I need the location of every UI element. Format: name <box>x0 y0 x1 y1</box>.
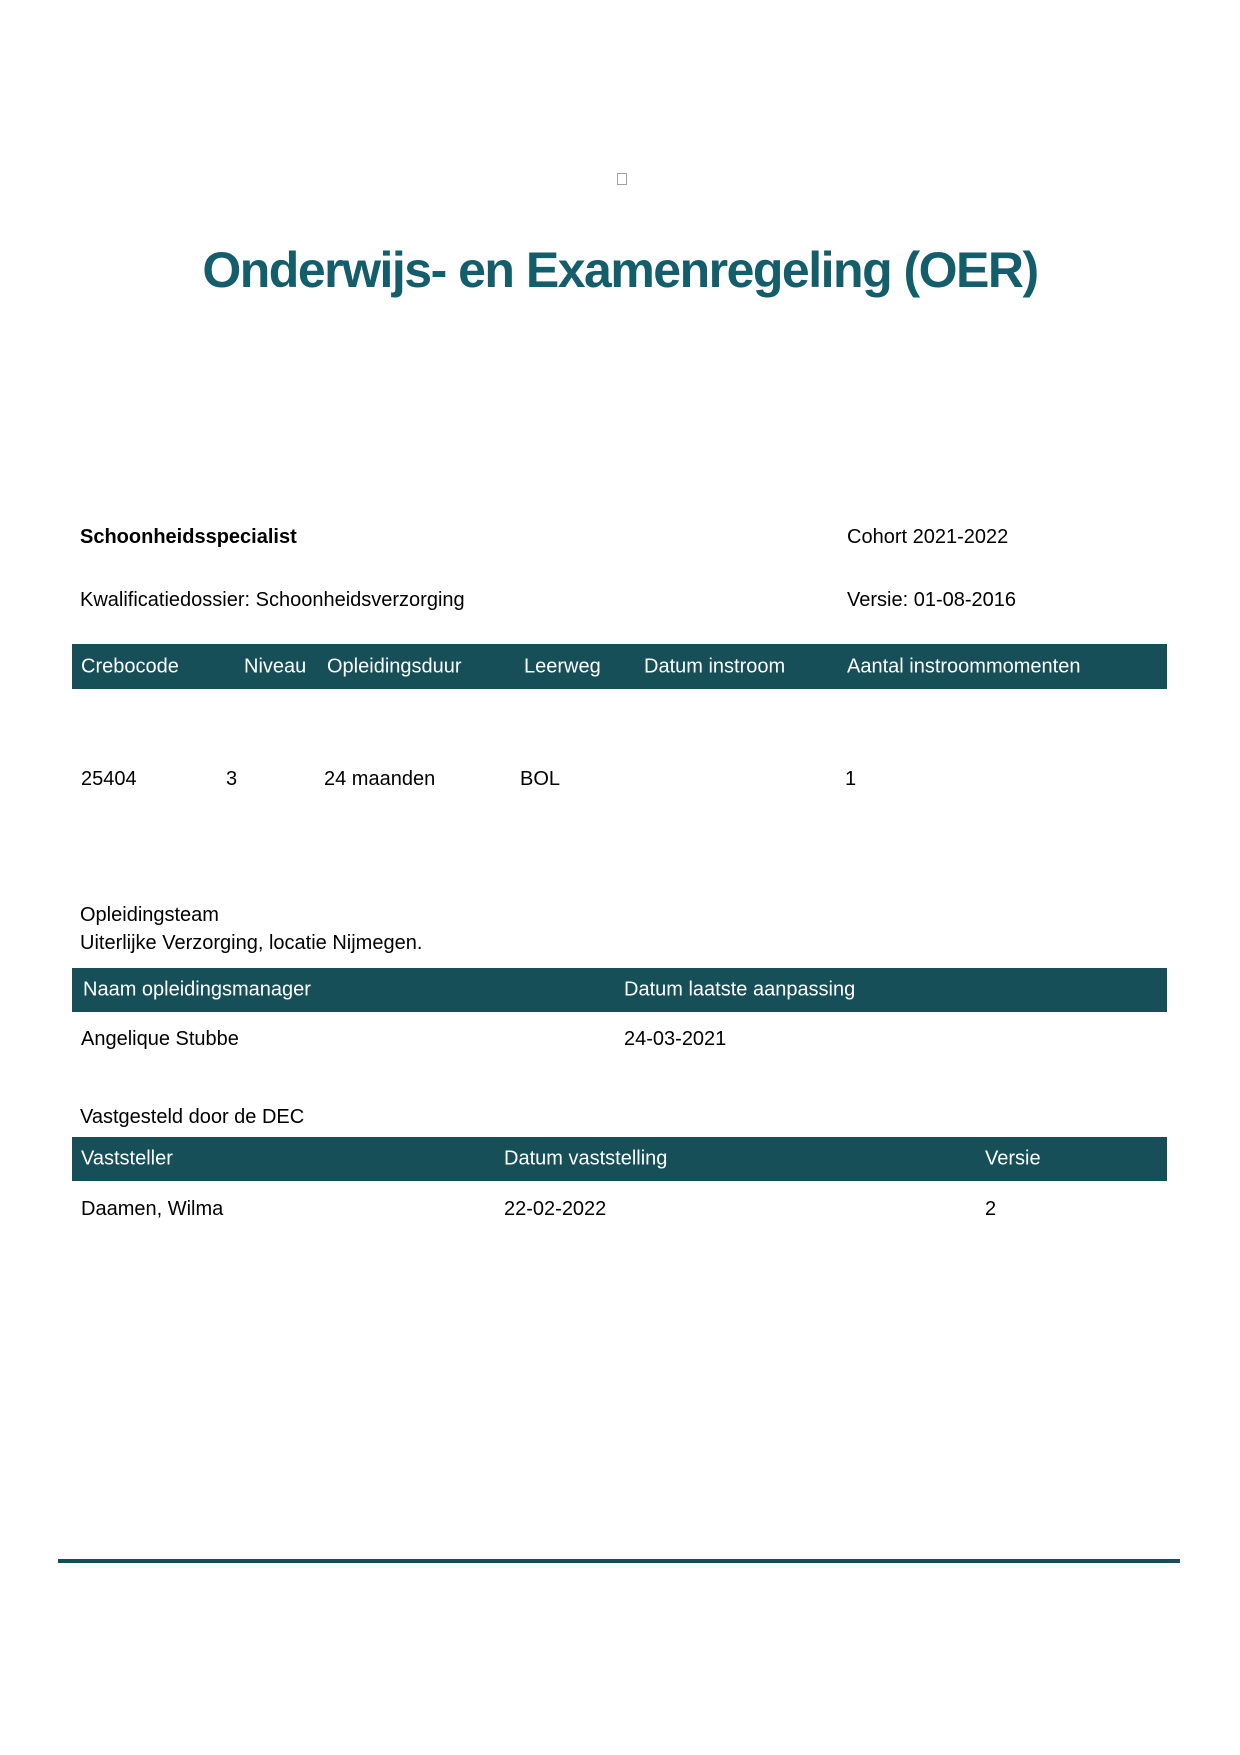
cell-leerweg: BOL <box>520 768 561 790</box>
col-header-crebocode: Crebocode <box>81 655 179 677</box>
col-header-instroommomenten: Aantal instroommomenten <box>847 655 1081 677</box>
opleidingsteam-block <box>80 901 422 957</box>
opleidingsteam-line1: Opleidingsteam <box>80 904 219 926</box>
dec-table-header <box>72 1137 1167 1181</box>
broken-image-icon <box>617 173 627 185</box>
cell-crebocode: 25404 <box>81 768 137 790</box>
col-header-versie: Versie <box>985 1147 1041 1170</box>
col-header-vaststeller: Vaststeller <box>81 1147 173 1170</box>
col-header-datum-laatste-aanpassing: Datum laatste aanpassing <box>624 978 856 1001</box>
cohort-label: Cohort 2021-2022 <box>847 526 1009 548</box>
program-name: Schoonheidsspecialist <box>80 526 297 548</box>
cell-naam-opleidingsmanager: Angelique Stubbe <box>81 1028 239 1050</box>
manager-table-header <box>72 968 1167 1012</box>
cell-instroommomenten: 1 <box>845 768 857 790</box>
cell-versie: 2 <box>985 1198 997 1220</box>
col-header-datum-vaststelling: Datum vaststelling <box>504 1147 668 1170</box>
col-header-naam-opleidingsmanager: Naam opleidingsmanager <box>83 978 311 1001</box>
footer-divider <box>58 1559 1180 1563</box>
col-header-niveau: Niveau <box>244 655 307 677</box>
cell-opleidingsduur: 24 maanden <box>324 768 436 790</box>
cell-datum-vaststelling: 22-02-2022 <box>504 1198 607 1220</box>
col-header-opleidingsduur: Opleidingsduur <box>327 655 462 677</box>
vastgesteld-label: Vastgesteld door de DEC <box>80 1106 305 1128</box>
opleidingsteam-line2: Uiterlijke Verzorging, locatie Nijmegen. <box>80 932 423 954</box>
col-header-datum-instroom: Datum instroom <box>644 655 786 677</box>
versie-label: Versie: 01-08-2016 <box>847 589 1017 611</box>
kwalificatiedossier-label: Kwalificatiedossier: Schoonheidsverzorging <box>80 589 465 611</box>
cell-vaststeller: Daamen, Wilma <box>81 1198 224 1220</box>
col-header-leerweg: Leerweg <box>524 655 601 677</box>
cell-datum-laatste-aanpassing: 24-03-2021 <box>624 1028 727 1050</box>
page-title: Onderwijs- en Examenregeling (OER) <box>202 242 1038 298</box>
crebo-table-header <box>72 644 1167 689</box>
cell-niveau: 3 <box>226 768 238 790</box>
